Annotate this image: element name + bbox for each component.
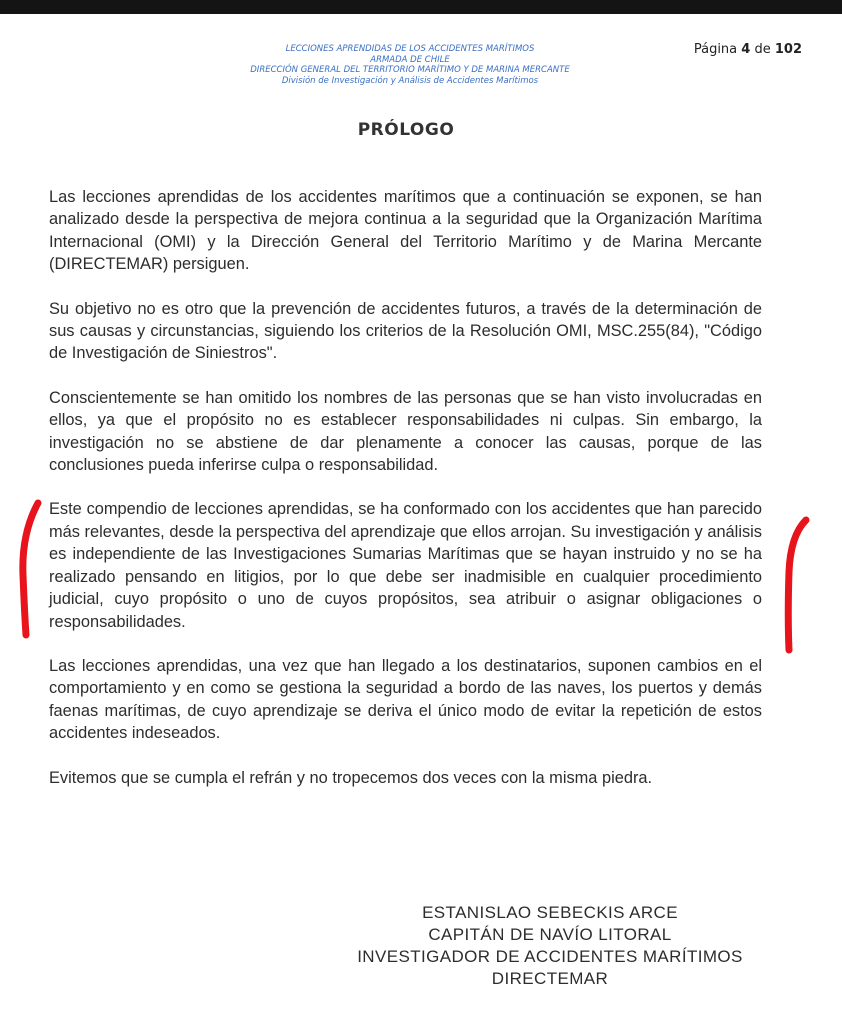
page-prefix: Página [693, 42, 738, 57]
header-line-3: DIRECCIÓN GENERAL DEL TERRITORIO MARÍTIMO Y DE MARINA MERCANTE [250, 65, 570, 75]
paragraph: Las lecciones aprendidas, una vez que han llegado a los destinatarios, suponen cambios en el comportamiento y en como se gestiona la seguridad a bordo de las naves, los puertos y demás faenas marítimas, de cuyo aprendizaje se deriva el único modo de evitar la repetición de estos accidentes indeseados. [49, 656, 762, 743]
page-number [694, 42, 802, 57]
document-body [49, 186, 762, 811]
paragraph: Conscientemente se han omitido los nombres de las personas que se han visto involucradas en ellos, ya que el propósito no es establecer responsabilidades ni culpas. Sin embargo, la investigación no se abstiene de dar plenamente a conocer las causas, porque de las conclusiones pueda inferirse culpa o responsabilidad. [49, 388, 762, 475]
paragraph: Las lecciones aprendidas de los accidentes marítimos que a continuación se exponen, se han analizado desde la perspectiva de mejora continua a la seguridad que la Organización Marítima Internacional (OMI) y la Dirección General del Territorio Marítimo y de Marina Mercante (DIRECTEMAR) persiguen. [49, 188, 762, 274]
top-bar [0, 0, 842, 14]
signature-rank: CAPITÁN DE NAVÍO LITORAL [428, 925, 672, 944]
signature-org: DIRECTEMAR [491, 969, 609, 988]
document-header [160, 44, 660, 86]
right-red-bracket-mark [774, 512, 814, 657]
paragraph: Evitemos que se cumpla el refrán y no tropecemos dos veces con la misma piedra. [49, 768, 653, 787]
paragraph: Su objetivo no es otro que la prevención de accidentes futuros, a través de la determinación de sus causas y circunstancias, siguiendo los criterios de la Resolución OMI, MSC.255(84), "Código de Investigación de Siniestros". [49, 299, 762, 363]
signature-block [300, 902, 800, 990]
left-bracket-stroke [23, 503, 38, 635]
header-line-4: División de Investigación y Análisis de Accidentes Marítimos [281, 75, 539, 86]
header-line-2: ARMADA DE CHILE [370, 54, 450, 65]
page-total: 102 [774, 42, 802, 57]
signature-role: INVESTIGADOR DE ACCIDENTES MARÍTIMOS [357, 947, 743, 966]
page-current: 4 [741, 42, 751, 57]
page-title: PRÓLOGO [357, 120, 455, 140]
right-bracket-stroke [788, 520, 806, 650]
page-separator: de [754, 42, 771, 57]
header-line-1: LECCIONES APRENDIDAS DE LOS ACCIDENTES MARÍTIMOS [285, 44, 535, 54]
left-red-bracket-mark [8, 495, 44, 645]
paragraph-highlighted: Este compendio de lecciones aprendidas, se ha conformado con los accidentes que han parecido más relevantes, desde la perspectiva del aprendizaje que ellos arrojan. Su investigación y análisis es independiente de las Investigaciones Sumarias Marítimas que se hayan instruido y no se ha realizado pensando en litigios, por lo que debe ser inadmisible en cualquier procedimiento judicial, cuyo propósito o uno de cuyos propósitos, sea atribuir o asignar obligaciones o responsabilidades. [49, 500, 762, 631]
signature-name: ESTANISLAO SEBECKIS ARCE [422, 903, 678, 922]
